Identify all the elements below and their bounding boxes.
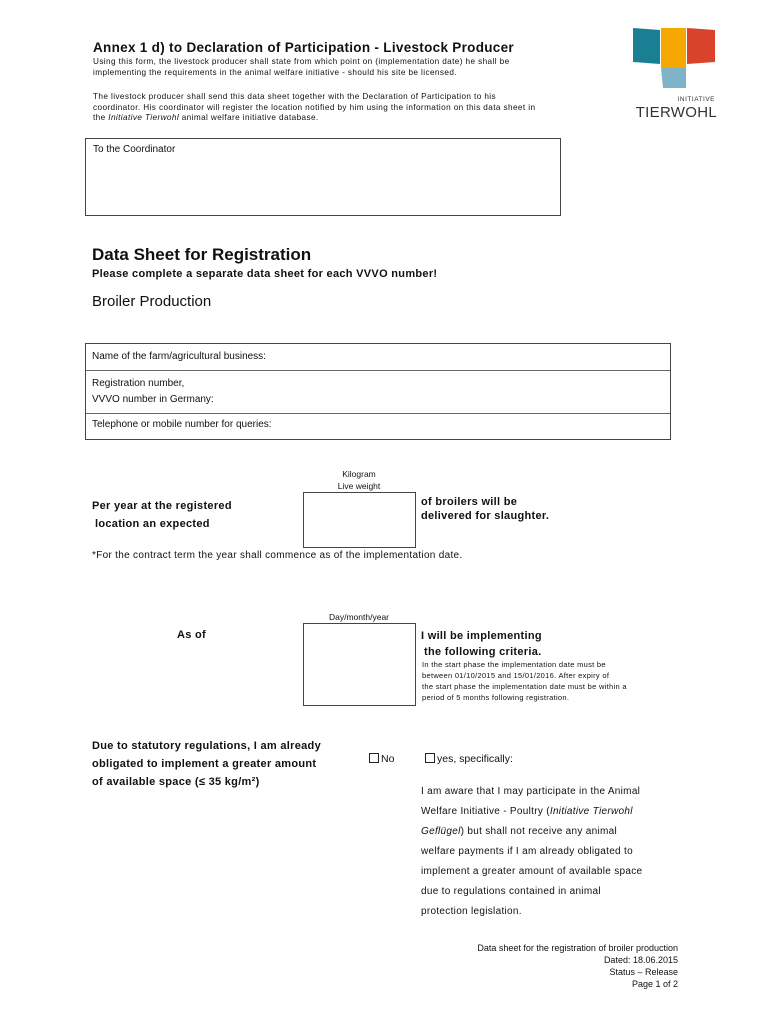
weight-right-line2: delivered for slaughter. [421, 510, 550, 522]
tierwohl-logo [633, 28, 717, 120]
weight-unit-line1: Kilogram [342, 469, 376, 479]
implementing-line1: I will be implementing [421, 630, 542, 642]
space-question-line2: obligated to implement a greater amount [92, 758, 317, 770]
coordinator-label: To the Coordinator [93, 144, 176, 155]
note-line1: In the start phase the implementation date must be [422, 660, 606, 669]
intro-paragraph-1: Using this form, the livestock producer shall state from which point on (implementation date) he shall be implementing the requirements in the animal welfare initiative - should his site be licensed. [93, 57, 510, 77]
implementing-text [421, 628, 542, 660]
no-option[interactable] [369, 753, 394, 765]
footer-status: Status – Release [609, 967, 678, 977]
weight-unit-line2: Live weight [337, 481, 381, 491]
weight-left-text [92, 497, 232, 533]
as-of-label: As of [177, 629, 206, 641]
date-format-label: Day/month/year [329, 612, 389, 622]
registration-number-field[interactable] [86, 371, 670, 414]
phone-field[interactable] [86, 414, 670, 439]
awareness-line5: implement a greater amount of available space [421, 866, 643, 877]
logo-mark-icon [633, 28, 717, 88]
implementing-line2: the following criteria. [424, 646, 542, 658]
footer-line1: Data sheet for the registration of broiler production [477, 943, 678, 953]
implementation-date-input[interactable] [303, 623, 416, 706]
awareness-line6: due to regulations contained in animal [421, 886, 601, 897]
yes-label: yes, specifically: [437, 753, 513, 765]
page-footer [477, 942, 678, 990]
weight-right-line1: of broilers will be [421, 496, 518, 508]
weight-left-line1: Per year at the registered [92, 500, 232, 512]
farm-name-label: Name of the farm/agricultural business: [92, 351, 266, 362]
phone-label: Telephone or mobile number for queries: [92, 419, 272, 430]
space-question-line3: of available space (≤ 35 kg/m²) [92, 776, 260, 788]
start-phase-note [422, 659, 627, 703]
awareness-line1: I am aware that I may participate in the Animal [421, 786, 641, 797]
registration-label-line2: VVVO number in Germany: [92, 394, 214, 405]
coordinator-box[interactable] [85, 138, 561, 216]
logo-small-text: INITIATIVE [677, 96, 715, 103]
yes-option[interactable] [425, 753, 513, 765]
farm-name-field[interactable] [86, 344, 670, 371]
intro-paragraph-2: The livestock producer shall send this data sheet together with the Declaration of Participation to his coordinator. His coordinator will register the location notified by him using the information on this data sheet in the Initiative Tierwohl animal welfare initiative database. [93, 92, 536, 122]
awareness-line7: protection legislation. [421, 906, 522, 917]
farm-info-table [85, 343, 671, 440]
no-label: No [381, 753, 395, 765]
section-title: Broiler Production [92, 293, 212, 310]
awareness-line4: welfare payments if I am already obligated to [421, 846, 633, 857]
sheet-title: Data Sheet for Registration [92, 245, 312, 264]
weight-left-line2: location an expected [95, 518, 210, 530]
weight-unit-label [300, 468, 418, 492]
weight-footnote: *For the contract term the year shall commence as of the implementation date. [92, 550, 463, 561]
note-line3: the start phase the implementation date must be within a [422, 682, 627, 691]
note-line2: between 01/10/2015 and 15/01/2016. After expiry of [422, 671, 610, 680]
document-title: Annex 1 d) to Declaration of Participation - Livestock Producer [93, 40, 514, 55]
logo-big-text: TIERWOHL [635, 104, 717, 121]
no-checkbox[interactable] [369, 753, 379, 763]
space-question [92, 737, 321, 791]
registration-label-line1: Registration number, [92, 378, 185, 389]
note-line4: period of 5 months following registration. [422, 693, 570, 702]
awareness-line2: Welfare Initiative - Poultry (Initiative Tierwohl [421, 806, 633, 817]
space-question-line1: Due to statutory regulations, I am already [92, 740, 321, 752]
yes-checkbox[interactable] [425, 753, 435, 763]
awareness-line3: Geflügel) but shall not receive any animal [421, 826, 618, 837]
weight-right-text [421, 495, 549, 523]
sheet-subtitle: Please complete a separate data sheet for each VVVO number! [92, 268, 438, 280]
footer-page-number: Page 1 of 2 [631, 979, 678, 989]
footer-date: Dated: 18.06.2015 [603, 955, 678, 965]
awareness-paragraph [421, 782, 683, 922]
weight-input-box[interactable] [303, 492, 416, 548]
